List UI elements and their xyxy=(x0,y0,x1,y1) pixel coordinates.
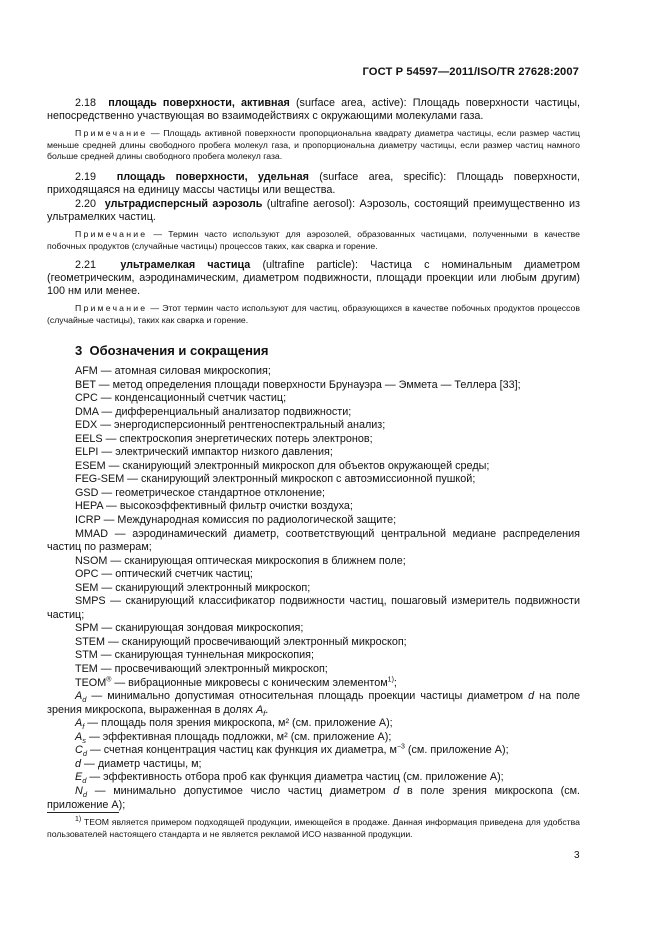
symbol-item: $A_d$ — минимально допустимая относительная площадь проекции частицы диаметром d на поле зрения микроскопа, выраженная в долях $A_f$. xyxy=(47,690,581,718)
abbreviation-text: вибрационные микровесы с коническим элементом xyxy=(128,676,388,689)
note-2-20 xyxy=(47,229,580,252)
exponent: −3 xyxy=(396,743,405,751)
symbol-subscript: d xyxy=(82,790,87,800)
abbreviation-text: сканирующий классификатор подвижности частиц, пошаговый измеритель подвижности частиц; xyxy=(47,595,580,621)
term-title: ультрамелкая частица xyxy=(120,259,251,271)
symbol: C xyxy=(75,744,83,757)
symbol-item: d — диаметр частицы, м; xyxy=(75,757,202,770)
tail: ; xyxy=(393,676,397,689)
abbreviation: SEM xyxy=(75,581,99,594)
abbreviation: FEG-SEM xyxy=(75,473,125,486)
term-definition: Аэрозоль, состоящий преимущественно из ультрамелких частиц. xyxy=(47,198,581,224)
symbol: d xyxy=(75,757,82,770)
abbreviation-text: сканирующий электронный микроскоп для объектов окружающей среды; xyxy=(122,459,490,472)
abbreviation-item: SMPS — сканирующий классификатор подвижности частиц, пошаговый измеритель подвижности частиц; xyxy=(47,595,580,621)
symbol-text: площадь поля зрения микроскопа, м² (см. приложение А); xyxy=(101,717,393,730)
abbreviation-text: энергодисперсионный рентгеноспектральный анализ; xyxy=(114,419,386,432)
term-number: 2.18 xyxy=(75,97,97,109)
term-definition: Площадь поверхности, приходящаяся на единицу массы частицы или вещества. xyxy=(47,171,581,197)
abbreviation-item: SEM — сканирующий электронный микроскоп; xyxy=(75,581,311,594)
abbreviation: HEPA xyxy=(75,500,104,513)
abbreviation-item: ESEM — сканирующий электронный микроскоп для объектов окружающей среды; xyxy=(75,459,490,472)
standard-header: ГОСТ Р 54597—2011/ISO/TR 27628:2007 xyxy=(362,66,579,78)
term-2-18 xyxy=(47,97,580,123)
abbreviation-item: CPC — конденсационный счетчик частиц; xyxy=(75,392,287,405)
abbreviation-item: NSOM — сканирующая оптическая микроскопия в ближнем поле; xyxy=(75,554,406,567)
abbreviation: BET xyxy=(75,378,96,391)
abbreviation-item: ICRP — Международная комиссия по радиологической защите; xyxy=(75,514,397,527)
note-label: Примечание xyxy=(75,229,148,239)
symbol-subscript: f xyxy=(82,722,85,732)
footnote-text: TEOM является примером подходящей продукции, имеющейся в продаже. Данная информация приведена для удобства пользователей настоящего стандарта и не является рекламой ИСО названной продукции. xyxy=(47,817,580,839)
term-2-21 xyxy=(47,259,580,299)
symbol-subscript: f xyxy=(263,708,266,718)
term-number: 2.19 xyxy=(75,171,97,183)
term-title: ультрадисперсный аэрозоль xyxy=(104,198,263,210)
symbol-text: диаметр частицы, м; xyxy=(97,757,202,770)
term-title: площадь поверхности, удельная xyxy=(116,171,309,183)
abbreviation-text: оптический счетчик частиц; xyxy=(115,568,253,581)
symbol-text: эффективная площадь подложки, м² (см. приложение А); xyxy=(102,730,392,743)
abbreviation: ELPI xyxy=(75,446,99,459)
symbol-subscript: s xyxy=(82,735,86,745)
abbreviation: EELS xyxy=(75,432,103,445)
footnote xyxy=(47,816,580,840)
term-definition: Площадь поверхности частицы, непосредственно участвующая во взаимодействиях с окружающими молекулами газа. xyxy=(47,97,581,123)
abbreviation-text: сканирующая оптическая микроскопия в ближнем поле; xyxy=(124,554,406,567)
page-number: 3 xyxy=(574,850,580,861)
abbreviation-text: атомная силовая микроскопия; xyxy=(114,365,271,377)
symbol: A xyxy=(75,690,83,703)
abbreviation: STEM xyxy=(75,635,105,648)
term-number: 2.21 xyxy=(75,259,97,271)
symbol: E xyxy=(75,771,83,784)
symbol-text: эффективность отбора проб как функция диаметра частиц (см. приложение А); xyxy=(103,771,504,784)
abbreviation: EDX xyxy=(75,419,98,432)
term-english: (ultrafine particle): xyxy=(262,259,359,271)
abbreviation-item: BET — метод определения площади поверхности Брунауэра — Эммета — Теллера [33]; xyxy=(75,378,521,391)
symbol-text: минимально допустимая относительная площадь проекции частицы диаметром xyxy=(107,690,529,703)
abbreviation-text: спектроскопия энергетических потерь электронов; xyxy=(119,432,373,445)
term-2-20 xyxy=(47,198,580,224)
symbol-subscript: d xyxy=(82,695,87,705)
abbreviations-list xyxy=(47,365,580,812)
symbol-subscript: d xyxy=(82,749,87,759)
symbol: A xyxy=(75,730,83,743)
symbol-inline: d xyxy=(393,784,400,797)
abbreviation-text: сканирующий просвечивающий электронный микроскоп; xyxy=(121,635,407,648)
note-label: Примечание xyxy=(75,128,148,138)
abbreviation-text: аэродинамический диаметр, соответствующий центральной медиане распределения частиц по размерам; xyxy=(47,527,580,554)
abbreviation-text: сканирующий электронный микроскоп; xyxy=(115,581,311,594)
abbreviation-text: высокоэффективный фильтр очистки воздуха; xyxy=(119,500,353,513)
symbol-text: счетная концентрация частиц как функция их диаметра, м xyxy=(103,744,397,757)
tail: . xyxy=(265,703,269,716)
symbol-text-post: (см. приложение А); xyxy=(404,744,509,757)
symbol-text-post: в поле зрения микроскопа (см. приложение А); xyxy=(47,784,581,811)
abbreviation: STM xyxy=(75,649,98,662)
abbreviation: DMA xyxy=(75,405,99,418)
abbreviation-item: FEG-SEM — сканирующий электронный микроскоп с автоэмиссионной пушкой; xyxy=(75,473,476,486)
abbreviation-text: Международная комиссия по радиологической защите; xyxy=(117,514,397,527)
section-number: 3 xyxy=(75,343,83,358)
symbol: A xyxy=(75,717,83,730)
term-english: (surface area, active): xyxy=(295,97,407,109)
abbreviation-item: TEOM® — вибрационные микровесы с коническим элементом$^{1)}$; xyxy=(75,675,397,689)
footnote-ref: 1) xyxy=(387,675,394,683)
note-label: Примечание xyxy=(75,303,148,313)
symbol-inline: A xyxy=(255,703,264,716)
abbreviation-item: EDX — энергодисперсионный рентгеноспектральный анализ; xyxy=(75,419,386,432)
symbol: N xyxy=(75,784,83,797)
symbol-inline: d xyxy=(528,690,535,703)
abbreviation: CPC xyxy=(75,392,98,405)
abbreviation: NSOM xyxy=(75,554,108,567)
note-text: — Термин часто используют для аэрозолей, образованных частицами, полученными в качестве побочных продуктов (случайные частицы) процессов таких, как сварка и горение. xyxy=(47,229,580,251)
term-definition: Частица с номинальным диаметром (геометрическим, аэродинамическим, диаметром подвижности, площади проекции или любым другим) 100 нм или менее. xyxy=(47,259,581,298)
section-title: Обозначения и сокращения xyxy=(89,343,269,358)
footnote-rule xyxy=(47,812,119,813)
abbreviation-text: сканирующий электронный микроскоп с автоэмиссионной пушкой; xyxy=(140,473,476,486)
abbreviation: SPM xyxy=(75,622,99,635)
abbreviation-item: AFM — атомная силовая микроскопия; xyxy=(75,365,271,377)
abbreviation: MMAD xyxy=(75,527,108,540)
abbreviation: OPC xyxy=(75,568,99,581)
abbreviation-item: ELPI — электрический импактор низкого давления; xyxy=(75,446,333,459)
abbreviation-item: SPM — сканирующая зондовая микроскопия; xyxy=(75,622,304,635)
term-title: площадь поверхности, активная xyxy=(108,97,290,109)
note-2-21 xyxy=(47,303,580,326)
abbreviation-item: DMA — дифференциальный анализатор подвижности; xyxy=(75,405,352,418)
abbreviation: TEOM xyxy=(75,676,107,689)
abbreviation: GSD xyxy=(75,486,99,499)
term-2-19 xyxy=(47,171,580,197)
term-number: 2.20 xyxy=(75,198,97,210)
symbol-item: $E_d$ — эффективность отбора проб как функция диаметра частиц (см. приложение А); xyxy=(75,771,504,786)
symbol-text: минимально допустимое число частиц диаметром xyxy=(113,784,394,797)
registered-mark: ® xyxy=(106,675,112,683)
term-english: (ultrafine aerosol): xyxy=(266,198,356,210)
symbol-subscript: d xyxy=(82,776,87,786)
abbreviation-item: MMAD — аэродинамический диаметр, соответствующий центральной медиане распределения частиц по размерам; xyxy=(47,527,580,554)
abbreviation-item: TEM — просвечивающий электронный микроскоп; xyxy=(75,663,328,676)
symbol-item: $C_d$ — счетная концентрация частиц как функция их диаметра, $м^{-3}$ (см. приложение А); xyxy=(75,743,509,759)
term-english: (surface area, specific): xyxy=(319,171,447,183)
symbol-text-post: на поле зрения микроскопа, выраженная в долях xyxy=(47,690,581,716)
section-heading xyxy=(75,343,269,358)
note-text: — Площадь активной поверхности пропорциональна квадрату диаметра частицы, если размер частиц меньше средней длины свободного пробега молекул газа, и пропорциональна диаметру частицы, если размер частиц намного больше средней длины свободного пробега молекул газа. xyxy=(47,128,581,162)
abbreviation: AFM xyxy=(75,365,98,377)
symbol-item: $N_d$ — минимально допустимое число частиц диаметром d в поле зрения микроскопа (см. приложение А); xyxy=(47,784,581,811)
abbreviation: TEM xyxy=(75,663,98,676)
symbol-item: $A_f$ — площадь поля зрения микроскопа, м² (см. приложение А); xyxy=(75,717,393,732)
note-2-18 xyxy=(47,128,580,163)
abbreviation: ESEM xyxy=(75,459,106,472)
abbreviation: SMPS xyxy=(75,595,106,608)
abbreviation: ICRP xyxy=(75,514,101,527)
abbreviation-text: дифференциальный анализатор подвижности; xyxy=(115,405,352,418)
abbreviation-item: STEM — сканирующий просвечивающий электронный микроскоп; xyxy=(75,635,407,648)
abbreviation-item: STM — сканирующая туннельная микроскопия; xyxy=(75,649,314,662)
abbreviation-text: конденсационный счетчик частиц; xyxy=(114,392,287,405)
note-text: — Этот термин часто используют для частиц, образующихся в качестве побочных продуктов процессов (случайные частицы), таких как сварка и горение. xyxy=(47,303,580,325)
abbreviation-text: сканирующая туннельная микроскопия; xyxy=(114,649,314,662)
abbreviation-item: OPC — оптический счетчик частиц; xyxy=(75,568,253,581)
abbreviation-item: EELS — спектроскопия энергетических потерь электронов; xyxy=(75,432,373,445)
abbreviation-text: геометрическое стандартное отклонение; xyxy=(115,486,325,499)
abbreviation-item: GSD — геометрическое стандартное отклонение; xyxy=(75,486,325,499)
abbreviation-text: электрический импактор низкого давления; xyxy=(115,446,333,459)
footnote-mark: 1) xyxy=(75,816,82,824)
symbol-item: $A_s$ — эффективная площадь подложки, м² (см. приложение А); xyxy=(75,730,392,745)
abbreviation-text: метод определения площади поверхности Брунауэра — Эммета — Теллера [33]; xyxy=(112,378,521,391)
abbreviation-text: просвечивающий электронный микроскоп; xyxy=(114,663,328,676)
abbreviation-text: сканирующая зондовая микроскопия; xyxy=(115,622,304,635)
abbreviation-item: HEPA — высокоэффективный фильтр очистки воздуха; xyxy=(75,500,353,513)
